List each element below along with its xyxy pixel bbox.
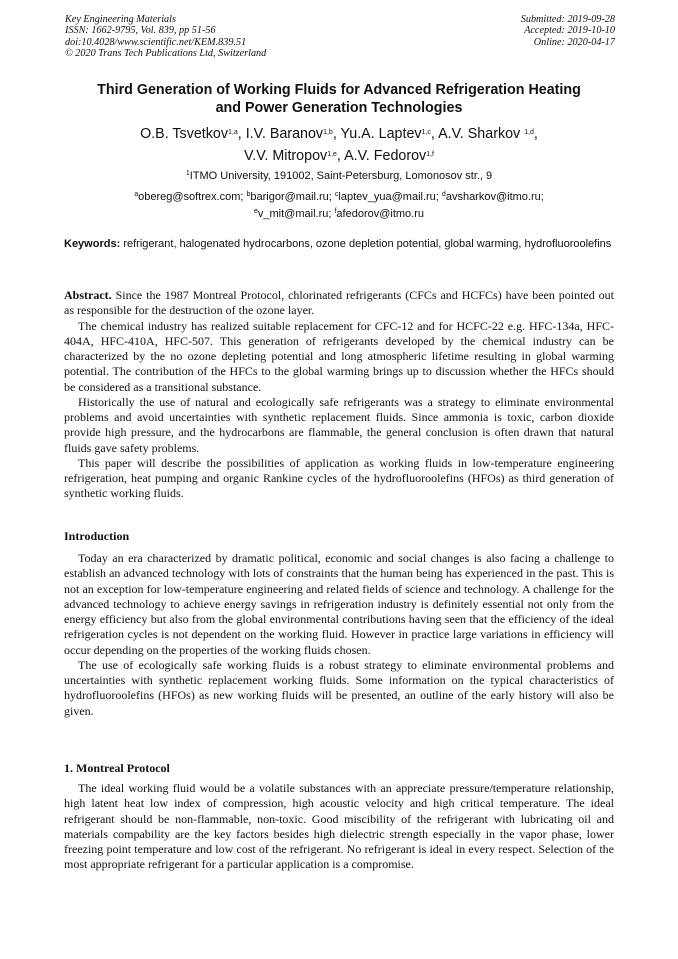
journal-issn: ISSN: 1662-9795, Vol. 839, pp 51-56 — [65, 25, 216, 37]
email-address: avsharkov@itmo.ru; — [445, 191, 544, 203]
journal-copyright: © 2020 Trans Tech Publications Ltd, Switzerland — [65, 47, 267, 59]
author-name: O.B. Tsvetkov — [140, 126, 229, 142]
journal-header-left — [65, 14, 266, 59]
paper-title-line-2: and Power Generation Technologies — [215, 100, 463, 116]
author-affil-mark: 1,f — [426, 150, 434, 158]
author-line-1 — [40, 125, 638, 147]
keywords — [64, 237, 614, 252]
email-address: barigor@mail.ru; — [250, 191, 335, 203]
email-mark: a — [134, 191, 139, 198]
introduction-paragraph: The use of ecologically safe working fluids is a robust strategy to eliminate environmental problems and uncertainties with synthetic replacement working fluids. Some information on the typical characteristics of hydrofluoroolefins (HFOs) as new working fluids will be presented, an outline of the early history will also be given. — [64, 657, 614, 718]
journal-header-right — [521, 14, 615, 48]
email-mark: f — [334, 207, 337, 215]
abstract-paragraph: Historically the use of natural and ecologically safe refrigerants was a strategy to eliminate environmental problems and avoid uncertainties with synthetic replacement fluids. Since ammonia is toxic, carbon dioxide provide high pressure, and the hydrocarbons are flammable, the general conclusion is often drawn that natural fluids gave safety problems. — [64, 394, 614, 455]
author-separator: , — [430, 126, 439, 142]
author-name: Yu.A. Laptev — [340, 126, 422, 142]
author-name: A.V. Fedorov — [344, 147, 427, 164]
affiliation-text: ITMO University, 191002, Saint-Petersburg, Lomonosov str., 9 — [189, 170, 493, 182]
abstract-paragraph: The chemical industry has realized suitable replacement for CFC-12 and for HCFC-22 e.g. HFC-134a, HFC-404A, HFC-410A, HFC-507. This generation of refrigerants developed by the chemical industry can be characterized by the no ozone depleting potential and long atmospheric lifetime resulting in global warming potential. The contribution of the HFCs to the global warming brings up to discussion whether the HFCs should be considered as a transitional substance. — [64, 318, 614, 394]
abstract-paragraph — [64, 288, 614, 319]
keywords-label: Keywords: — [64, 238, 121, 250]
author-list — [40, 125, 638, 168]
journal-name: Key Engineering Materials — [65, 14, 176, 25]
email-address: laptev_yua@mail.ru; — [338, 191, 442, 203]
author-separator: , — [237, 126, 246, 142]
abstract-label: Abstract. — [64, 288, 112, 302]
introduction-heading: Introduction — [64, 529, 130, 543]
montreal-protocol-heading: 1. Montreal Protocol — [64, 761, 170, 775]
author-affil-mark: 1,e — [327, 150, 337, 158]
abstract-paragraph-text: Since the 1987 Montreal Protocol, chlorinated refrigerants (CFCs and HCFCs) have been pointed out as responsible for the destruction of the ozone layer. — [64, 288, 615, 318]
author-emails — [40, 190, 638, 223]
submitted-date: Submitted: 2019-09-28 — [520, 14, 615, 25]
affiliation-mark: 1 — [185, 170, 190, 177]
author-separator: , — [336, 147, 345, 164]
author-name: A.V. Sharkov — [438, 126, 525, 142]
journal-doi: doi:10.4028/www.scientific.net/KEM.839.51 — [65, 36, 247, 48]
online-date: Online: 2020-04-17 — [533, 36, 615, 48]
email-mark: d — [441, 191, 446, 198]
author-name: I.V. Baranov — [245, 126, 324, 142]
accepted-date: Accepted: 2019-10-10 — [524, 25, 615, 37]
author-affil-mark: 1,d — [524, 129, 534, 136]
email-mark: b — [246, 191, 251, 198]
email-address: afedorov@itmo.ru — [336, 207, 425, 220]
paper-title — [40, 81, 638, 117]
author-name: V.V. Mitropov — [244, 147, 328, 164]
author-affil-mark: 1,a — [228, 129, 238, 136]
abstract-section — [64, 288, 614, 502]
affiliation — [40, 169, 638, 185]
introduction-section — [64, 551, 614, 719]
introduction-paragraph: Today an era characterized by dramatic political, economic and social changes is also facing a challenge to establish an advanced technology with lots of constraints that the human being has experienced in the past. This is not an exception for low-temperature engineering and related fields of science and technology. A challenge for the advanced technology to achieve energy savings in refrigeration industry is definitely essential not only from the energy efficiency but also from the global environmental contributions having seen that the efficiency of the ideal refrigeration cycles is not dependent on the working fluid. However in practice large variations in efficiency will occur depending on the properties of the working fluids chosen. — [64, 551, 614, 657]
keywords-text: refrigerant, halogenated hydrocarbons, ozone depletion potential, global warming, hydrofluoroolefins — [123, 238, 612, 250]
montreal-protocol-paragraph: The ideal working fluid would be a volatile substances with an appreciate pressure/temperature relationship, high latent heat low index of compression, high acoustic velocity and high critical temperature. The ideal refrigerant should be non-flammable, non-toxic. Good miscibility of the refrigerant with lubricating oil and materials compability are the key factors besides high dielectric strength especially in the vapor phase, lower freezing point temperature and low cost of the refrigerant. No refrigerant is ideal in every respect. Selection of the most appropriate refrigerant for a particular application is a compromise. — [64, 781, 614, 872]
author-line-2 — [40, 147, 638, 169]
author-affil-mark: 1,c — [421, 129, 431, 136]
email-mark: e — [253, 207, 258, 215]
author-separator: , — [533, 126, 538, 142]
email-line-2 — [40, 207, 638, 224]
abstract-paragraph: This paper will describe the possibilities of application as working fluids in low-temperature engineering refrigeration, heat pumping and organic Rankine cycles of the hydrofluoroolefins (HFOs) as third generation of synthetic working fluids. — [64, 455, 614, 501]
email-line-1 — [40, 190, 638, 207]
montreal-protocol-section — [64, 781, 614, 873]
email-mark: c — [334, 191, 339, 198]
email-address: v_mit@mail.ru; — [257, 207, 335, 220]
email-address: obereg@softrex.com; — [138, 191, 247, 203]
author-affil-mark: 1,b — [323, 129, 333, 136]
author-separator: , — [332, 126, 341, 142]
paper-title-line-1: Third Generation of Working Fluids for Advanced Refrigeration Heating — [97, 82, 581, 98]
